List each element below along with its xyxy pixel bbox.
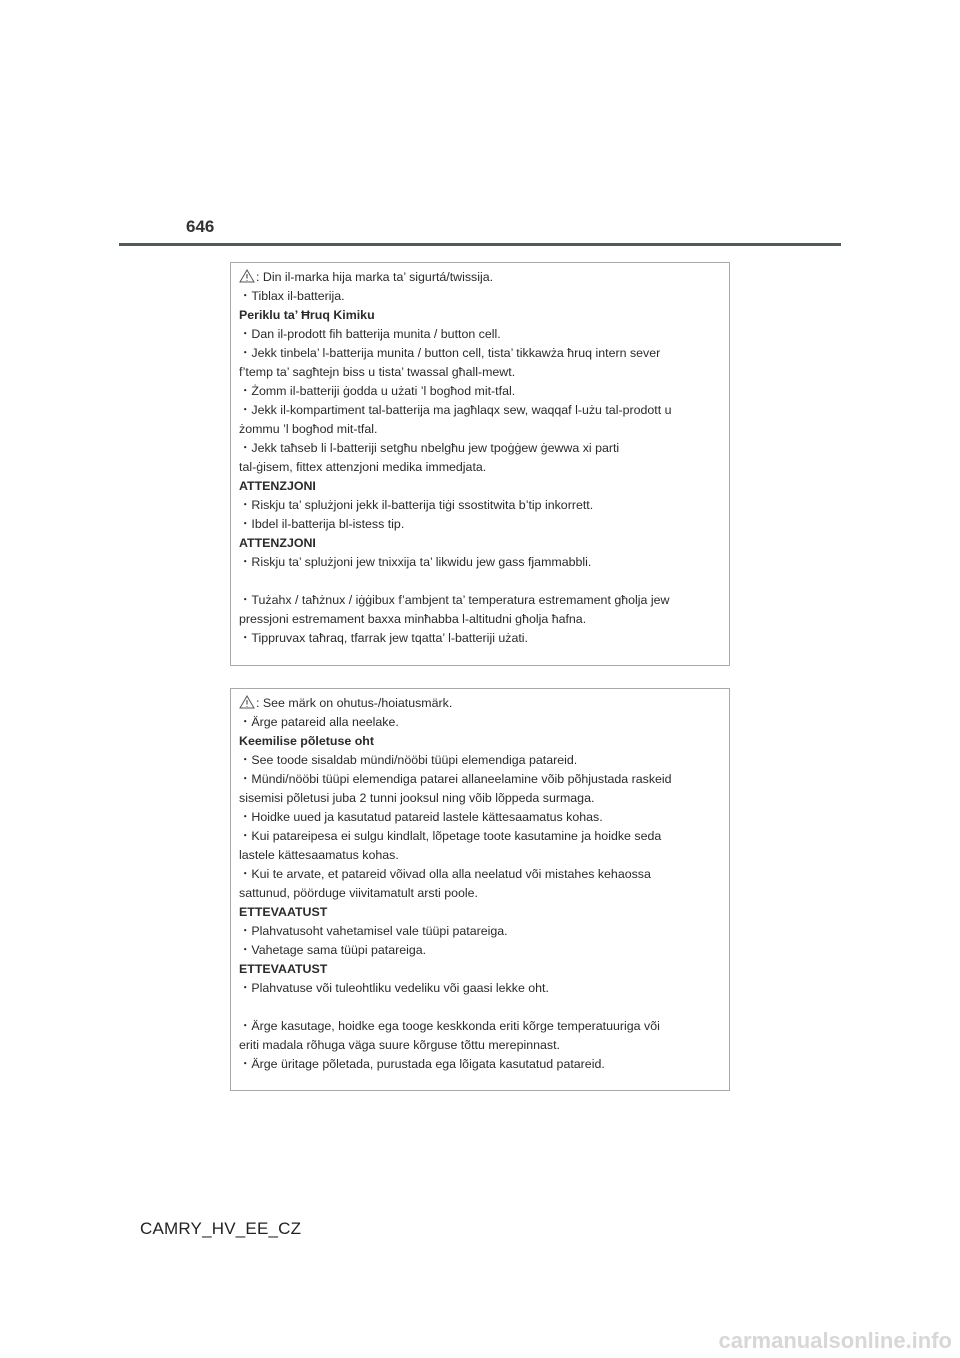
text-line (239, 553, 721, 572)
text-line (239, 382, 721, 401)
header-rule (119, 243, 841, 246)
warning-triangle-icon (239, 269, 255, 283)
line-text: ・Ärge patareid alla neelake. (239, 715, 399, 729)
line-text: ・Plahvatuse või tuleohtliku vedeliku või gaasi lekke oht. (239, 981, 549, 995)
line-text: żommu ’l bogħod mit-tfal. (239, 422, 378, 436)
line-text: eriti madala rõhuga väga suure kõrguse tõttu merepinnast. (239, 1038, 560, 1052)
text-line (239, 420, 721, 439)
text-line (239, 979, 721, 998)
section-heading (239, 960, 721, 979)
line-text: tal-ġisem, fittex attenzjoni medika immedjata. (239, 460, 487, 474)
text-line (239, 268, 721, 287)
text-line (239, 591, 721, 610)
line-text: ・Vahetage sama tüüpi patareiga. (239, 943, 427, 957)
maltese-warning-box (230, 262, 730, 666)
line-text: ・Hoidke uued ja kasutatud patareid lastele kättesaamatus kohas. (239, 810, 603, 824)
text-line (239, 827, 721, 846)
line-text: ATTENZJONI (239, 536, 316, 550)
text-line (239, 770, 721, 789)
line-text: ・Ärge kasutage, hoidke ega tooge keskkonda eriti kõrge temperatuuriga või (239, 1019, 660, 1033)
text-line (239, 1017, 721, 1036)
line-text: ・Kui patareipesa ei sulgu kindlalt, lõpetage toote kasutamine ja hoidke seda (239, 829, 662, 843)
line-text: ATTENZJONI (239, 479, 316, 493)
line-text: ・Ibdel il-batterija bl-istess tip. (239, 517, 405, 531)
text-line (239, 713, 721, 732)
line-text: Keemilise põletuse oht (239, 734, 374, 748)
line-text: ・Plahvatusoht vahetamisel vale tüüpi patareiga. (239, 924, 508, 938)
text-line (239, 610, 721, 629)
line-text: ・Tippruvax taħraq, tfarrak jew tqatta’ l-batteriji użati. (239, 631, 529, 645)
text-line (239, 439, 721, 458)
line-text: ・See toode sisaldab mündi/nööbi tüüpi elemendiga patareid. (239, 753, 578, 767)
line-text: ・Tiblax il-batterija. (239, 289, 345, 303)
text-line (239, 751, 721, 770)
text-line (239, 694, 721, 713)
blank-line (239, 572, 721, 591)
line-text: : See märk on ohutus-/hoiatusmärk. (256, 696, 453, 710)
line-text: f’temp ta’ sagħtejn biss u tista’ twassal għall-mewt. (239, 365, 516, 379)
text-line (239, 325, 721, 344)
text-line (239, 496, 721, 515)
line-text: sattunud, pöörduge viivitamatult arsti poole. (239, 886, 479, 900)
footer-model-code: CAMRY_HV_EE_CZ (140, 1219, 302, 1238)
line-text: : Din il-marka hija marka ta’ sigurtá/twissija. (256, 270, 494, 284)
text-line (239, 363, 721, 382)
line-text: Periklu ta’ Ħruq Kimiku (239, 308, 375, 322)
text-line (239, 941, 721, 960)
section-heading (239, 903, 721, 922)
section-heading (239, 306, 721, 325)
line-text: ・Kui te arvate, et patareid võivad olla alla neelatud või mistahes kehaossa (239, 867, 651, 881)
page-number: 646 (186, 217, 215, 236)
text-line (239, 1055, 721, 1074)
line-text: ・Żomm il-batteriji ġodda u użati ’l bogħod mit-tfal. (239, 384, 516, 398)
text-line (239, 401, 721, 420)
line-text: ・Riskju ta’ splużjoni jew tnixxija ta’ likwidu jew gass fjammabbli. (239, 555, 592, 569)
section-heading (239, 534, 721, 553)
estonian-warning-box (230, 688, 730, 1091)
line-text: ・Tużahx / taħżnux / iġġibux f’ambjent ta’ temperatura estremament għolja jew (239, 593, 670, 607)
line-text: sisemisi põletusi juba 2 tunni jooksul ning võib lõppeda surmaga. (239, 791, 595, 805)
watermark: carmanualsonline.info (718, 1328, 952, 1353)
text-line (239, 344, 721, 363)
blank-line (239, 998, 721, 1017)
section-heading (239, 477, 721, 496)
warning-triangle-icon (239, 695, 255, 709)
line-text: pressjoni estremament baxxa minħabba l-altitudni għolja ħafna. (239, 612, 587, 626)
section-heading (239, 732, 721, 751)
text-line (239, 629, 721, 648)
text-line (239, 287, 721, 306)
text-line (239, 922, 721, 941)
line-text: ETTEVAATUST (239, 905, 328, 919)
text-line (239, 458, 721, 477)
text-line (239, 515, 721, 534)
line-text: ・Ärge üritage põletada, purustada ega lõigata kasutatud patareid. (239, 1057, 605, 1071)
line-text: ・Mündi/nööbi tüüpi elemendiga patarei allaneelamine võib põhjustada raskeid (239, 772, 672, 786)
text-line (239, 789, 721, 808)
line-text: ・Jekk tinbela’ l-batterija munita / button cell, tista’ tikkawża ħruq intern sever (239, 346, 661, 360)
line-text: ・Riskju ta’ splużjoni jekk il-batterija tiġi ssostitwita b’tip inkorrett. (239, 498, 594, 512)
line-text: lastele kättesaamatus kohas. (239, 848, 399, 862)
line-text: ETTEVAATUST (239, 962, 328, 976)
text-line (239, 846, 721, 865)
text-line (239, 884, 721, 903)
text-line (239, 865, 721, 884)
text-line (239, 1036, 721, 1055)
line-text: ・Dan il-prodott fih batterija munita / button cell. (239, 327, 501, 341)
line-text: ・Jekk taħseb li l-batteriji setgħu nbelgħu jew tpoġġew ġewwa xi parti (239, 441, 620, 455)
text-line (239, 808, 721, 827)
line-text: ・Jekk il-kompartiment tal-batterija ma jagħlaqx sew, waqqaf l-użu tal-prodott u (239, 403, 672, 417)
